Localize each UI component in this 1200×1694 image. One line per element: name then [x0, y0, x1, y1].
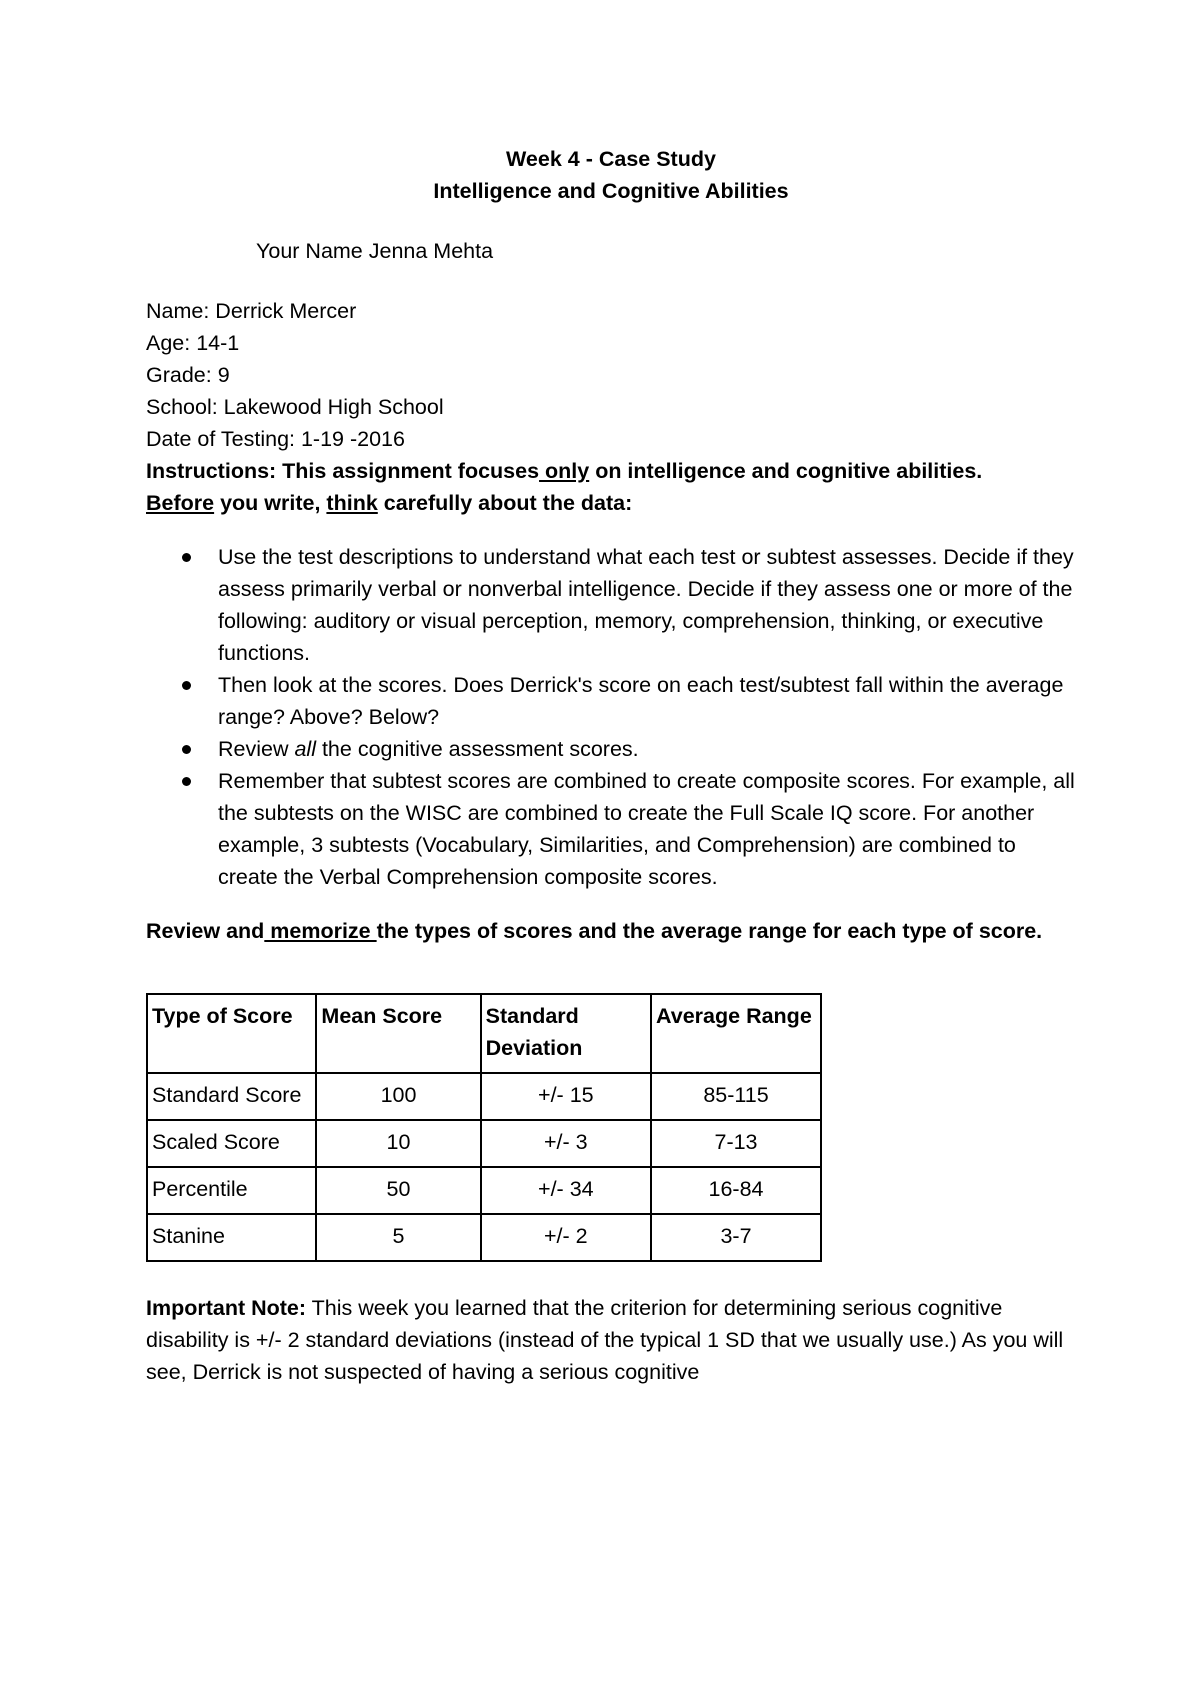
- cell-mean: 10: [316, 1120, 480, 1167]
- table-header-row: [147, 994, 821, 1073]
- document-page: [146, 143, 1076, 1388]
- bullet-icon: [182, 681, 191, 690]
- header-mean-score: Mean Score: [316, 994, 480, 1073]
- testing-date: Date of Testing: 1-19 -2016: [146, 427, 405, 451]
- table-row: [147, 1120, 821, 1167]
- bullet-icon: [182, 745, 191, 754]
- title-line-2: Intelligence and Cognitive Abilities: [433, 179, 789, 203]
- cell-mean: 50: [316, 1167, 480, 1214]
- memorize-word: memorize: [264, 919, 377, 943]
- review-post: the types of scores and the average range for each type of score.: [376, 919, 1043, 943]
- cell-mean: 5: [316, 1214, 480, 1261]
- cell-range: 7-13: [651, 1120, 821, 1167]
- cell-sd: +/- 3: [481, 1120, 651, 1167]
- important-note: [146, 1292, 1076, 1388]
- bullet-text: Use the test descriptions to understand what each test or subtest assesses. Decide if they assess primarily verbal or nonverbal intelligence. Decide if they assess one or more of the following: auditory or visual perception, memory, comprehension, thinking, or executive functions.: [218, 545, 1074, 665]
- table-row: [147, 1073, 821, 1120]
- before-mid: you write,: [214, 491, 327, 515]
- bullet-icon: [182, 553, 191, 562]
- bullet-text: Review: [218, 737, 295, 761]
- instructions-only: only: [539, 459, 590, 483]
- instructions: [146, 455, 1076, 487]
- cell-mean: 100: [316, 1073, 480, 1120]
- list-item: [218, 541, 1076, 669]
- table-row: [147, 1167, 821, 1214]
- list-item: [218, 765, 1076, 893]
- cell-type: Percentile: [147, 1167, 316, 1214]
- bullet-text: Remember that subtest scores are combined to create composite scores. For example, all the subtests on the WISC are combined to create the Full Scale IQ score. For another example, 3 subtests (Vocabulary, Similarities, and Comprehension) are combined to create the Verbal Comprehension composite scores.: [218, 769, 1075, 889]
- instruction-bullets: [146, 541, 1076, 893]
- header-type-of-score: Type of Score: [147, 994, 316, 1073]
- cell-sd: +/- 2: [481, 1214, 651, 1261]
- title-line-1: Week 4 - Case Study: [506, 147, 716, 171]
- cell-type: Standard Score: [147, 1073, 316, 1120]
- header-standard-deviation: Standard Deviation: [481, 994, 651, 1073]
- bullet-icon: [182, 777, 191, 786]
- cell-range: 3-7: [651, 1214, 821, 1261]
- student-school: School: Lakewood High School: [146, 395, 444, 419]
- instructions-text-end: on intelligence and cognitive abilities.: [589, 459, 983, 483]
- think-word: think: [326, 491, 378, 515]
- your-name-line: Your Name Jenna Mehta: [256, 239, 494, 263]
- cell-type: Stanine: [147, 1214, 316, 1261]
- header-average-range: Average Range: [651, 994, 821, 1073]
- student-grade: Grade: 9: [146, 363, 230, 387]
- score-types-table: [146, 993, 822, 1262]
- cell-range: 85-115: [651, 1073, 821, 1120]
- before-word: Before: [146, 491, 215, 515]
- student-name: Name: Derrick Mercer: [146, 299, 357, 323]
- cell-type: Scaled Score: [147, 1120, 316, 1167]
- bullet-text: Then look at the scores. Does Derrick's score on each test/subtest fall within the average range? Above? Below?: [218, 673, 1064, 729]
- cell-sd: +/- 34: [481, 1167, 651, 1214]
- important-note-label: Important Note:: [146, 1296, 307, 1320]
- before-you-write: [146, 487, 1076, 519]
- review-pre: Review and: [146, 919, 265, 943]
- instructions-text: Instructions: This assignment focuses: [146, 459, 540, 483]
- review-heading: [146, 915, 1076, 947]
- cell-range: 16-84: [651, 1167, 821, 1214]
- important-note-text: This week you learned that the criterion for determining serious cognitive disability is +/- 2 standard deviations (instead of the typical 1 SD that we usually use.) As you will see, Derrick is not suspected of having a serious cognitive: [146, 1296, 1064, 1384]
- bullet-text-italic: all: [294, 737, 316, 761]
- table-row: [147, 1214, 821, 1261]
- list-item: [218, 669, 1076, 733]
- student-age: Age: 14-1: [146, 331, 240, 355]
- bullet-text: the cognitive assessment scores.: [315, 737, 639, 761]
- before-end: carefully about the data:: [377, 491, 633, 515]
- cell-sd: +/- 15: [481, 1073, 651, 1120]
- list-item: [218, 733, 1076, 765]
